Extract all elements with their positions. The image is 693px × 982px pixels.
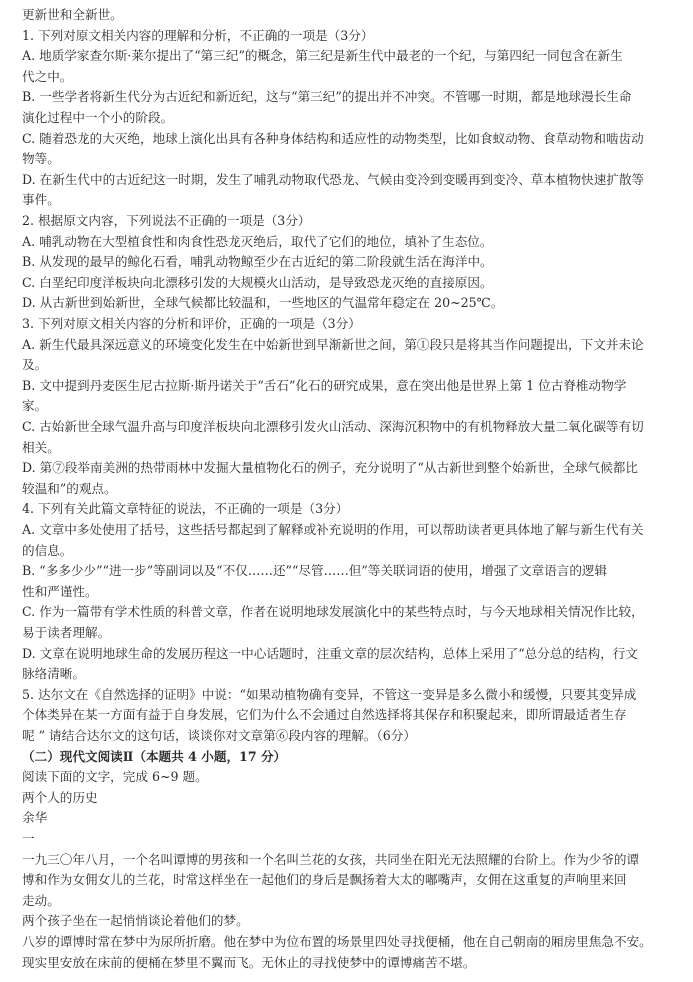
text-line: B. 一些学者将新生代分为古近纪和新近纪，这与“第三纪”的提出并不冲突。不管哪一时期，都是地球漫长生命 [22, 89, 632, 105]
text-line: 余华 [22, 810, 48, 826]
text-line: 个体类异在某一方面有益于自身发展，它们为什么不会通过自然选择将其保存和积聚起来，即所谓最适者生存 [22, 707, 627, 723]
text-line: 4. 下列有关此篇文章特征的说法，不正确的一项是（3分） [22, 501, 349, 517]
text-line: 1. 下列对原文相关内容的理解和分析，不正确的一项是（3分） [22, 27, 374, 43]
text-line: C. 随着恐龙的大灭绝，地球上演化出具有各种身体结构和适应性的动物类型，比如食蚁动物、食草动物和啮齿动 [22, 130, 644, 146]
text-line: 物等。 [22, 151, 60, 167]
text-line: A. 新生代最具深远意义的环境变化发生在中始新世到早渐新世之间，第①段只是将其当作问题提出，下文并未论 [22, 336, 644, 352]
text-line: 八岁的谭博时常在梦中为尿所折磨。他在梦中为位布置的场景里四处寻找便桶，他在自己朝南的厢房里焦急不安。 [22, 934, 652, 949]
text-line: 相关。 [22, 439, 60, 455]
text-line: 走动。 [22, 892, 60, 908]
text-line: 现实里安放在床前的便桶在梦里不翼而飞。无休止的寻找使梦中的谭博痛苦不堪。 [22, 954, 476, 970]
text-line: C. 古始新世全球气温升高与印度洋板块向北漂移引发火山活动、深海沉积物中的有机物释放大量二氧化碳等有切 [22, 419, 644, 434]
text-line: 的信息。 [22, 542, 73, 558]
text-line: 及。 [22, 357, 48, 373]
text-line: 事件。 [22, 192, 60, 208]
text-line: 两个孩子坐在一起悄悄谈论着他们的梦。 [22, 913, 249, 929]
text-line: 3. 下列对原文相关内容的分析和评价，正确的一项是（3分） [22, 316, 361, 331]
text-line: 代之中。 [22, 68, 73, 84]
text-line: 演化过程中一个小的阶段。 [22, 110, 174, 125]
text-line: （二）现代文阅读Ⅱ（本题共 4 小题，17 分） [22, 748, 287, 764]
text-line: 性和严谨性。 [22, 583, 98, 599]
text-line: B. 从发现的最早的鲸化石看，哺乳动物鲸至少在古近纪的第二阶段就生活在海洋中。 [22, 254, 493, 270]
text-line: A. 文章中多处使用了括号，这些括号都起到了解释或补充说明的作用，可以帮助读者更具体地了解与新生代有关 [22, 522, 644, 537]
text-line: D. 在新生代中的古近纪这一时期，发生了哺乳动物取代恐龙、气候由变冷到变暖再到变冷、草本植物快速扩散等 [22, 171, 645, 187]
text-line: C. 作为一篇带有学术性质的科普文章，作者在说明地球发展演化中的某些特点时，与今天地球相关情况作比较， [22, 604, 644, 620]
text-line: A. 哺乳动物在大型植食性和肉食性恐龙灭绝后，取代了它们的地位，填补了生态位。 [22, 233, 493, 249]
text-line: 脉络清晰。 [22, 666, 85, 682]
text-line: 更新世和全新世。 [22, 7, 123, 22]
text-line: 一 [22, 831, 35, 846]
text-line: 家。 [22, 398, 48, 414]
text-line: A. 地质学家查尔斯·莱尔提出了“第三纪”的概念，第三纪是新生代中最老的一个纪，与第四纪一同包含在新生 [22, 48, 623, 64]
text-line: 一九三〇年八月，一个名叫谭博的男孩和一个名叫兰花的女孩，共同坐在阳光无法照耀的台阶上。作为少爷的谭 [22, 851, 640, 867]
text-line: B. 文中提到丹麦医生尼古拉斯·斯丹诺关于“舌石”化石的研究成果，意在突出他是世界上第 1 位古脊椎动物学 [22, 377, 627, 393]
text-line: B. “多多少少”“进一步”等副词以及“不仅……还”“尽管……但”等关联词语的使用，增强了文章语言的逻辑 [22, 563, 608, 579]
text-line: D. 文章在说明地球生命的发展历程这一中心话题时，注重文章的层次结构，总体上采用了“总分总的结构，行文 [22, 645, 638, 661]
text-line: 较温和”的观点。 [22, 480, 117, 496]
text-line: 5. 达尔文在《自然选择的证明》中说：“如果动植物确有变异，不管这一变异是多么微小和缓慢，只要其变异成 [22, 686, 637, 702]
text-line: 2. 根据原文内容，下列说法不正确的一项是（3分） [22, 213, 311, 228]
text-line: D. 从古新世到始新世，全球气候都比较温和，一些地区的气温常年稳定在 20~25℃。 [22, 295, 504, 311]
text-line: D. 第⑦段举南美洲的热带雨林中发掘大量植物化石的例子，充分说明了“从古新世到整个始新世，全球气候都比 [22, 460, 638, 476]
text-line: 易于读者理解。 [22, 625, 111, 640]
text-line: 阅读下面的文字，完成 6~9 题。 [22, 769, 208, 785]
text-line: 两个人的历史 [22, 789, 98, 805]
text-line: C. 白垩纪印度洋板块向北漂移引发的大规模火山活动，是导致恐龙灭绝的直接原因。 [22, 274, 493, 290]
text-line: 博和作为女佣女儿的兰花，时常这样坐在一起他们的身后是飘扬着大太的嘟嘴声，女佣在这重复的声响里来回 [22, 872, 627, 888]
text-line: 呢 ” 请结合达尔文的这句话，谈谈你对文章第⑥段内容的理解。（6分） [22, 728, 416, 743]
